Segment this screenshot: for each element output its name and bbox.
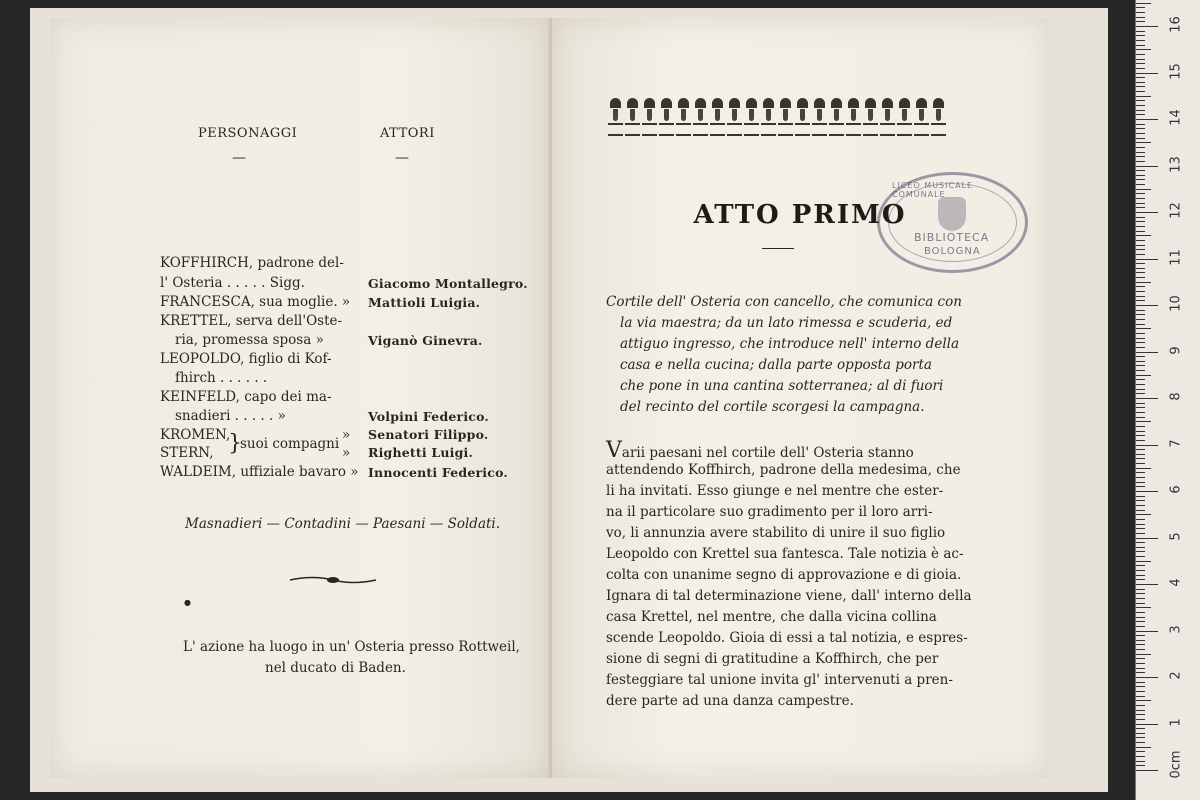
ruler-tick [1136,570,1145,571]
ruler-tick [1136,226,1145,227]
ruler-tick [1136,356,1145,357]
ruler-tick [1136,82,1145,83]
ruler-tick [1136,59,1145,60]
flourish-ornament [288,573,378,587]
ruler-tick [1136,203,1145,204]
setting-line-2: nel ducato di Baden. [265,660,406,676]
ruler-tick [1136,612,1145,613]
printers-dot: ● [184,598,191,607]
ruler-tick [1136,751,1145,752]
ruler-tick [1136,189,1151,190]
scene-line-4: casa e nella cucina; dalla parte opposta porta [620,357,932,373]
ruler-tick [1136,542,1145,543]
ornament-cell [709,98,726,134]
ruler-tick [1136,682,1145,683]
actor-senatori: Senatori Filippo. [368,427,489,442]
ruler-number: 16 [1168,16,1184,33]
ruler-number: 1 [1168,717,1184,727]
ruler-tick [1136,547,1145,548]
body-line-5: vo, li annunzia avere stabilito di unire il suo figlio [606,525,946,541]
ruler-tick [1136,393,1145,394]
scene-line-2: la via maestra; da un lato rimessa e scuderia, ed [620,315,953,331]
body-line-13: dere parte ad una danza campestre. [606,693,854,709]
ruler-tick [1136,463,1145,464]
cast-line-9: snadieri . . . . . » [175,408,286,424]
body-line-6: Leopoldo con Krettel sua fantesca. Tale notizia è ac- [606,546,964,562]
ruler-tick [1136,73,1158,74]
ruler-tick [1136,407,1145,408]
ruler-tick [1136,551,1145,552]
ruler-tick [1136,114,1145,115]
ruler-tick [1136,161,1145,162]
body-line-1: Varii paesani nel cortile dell' Osteria stanno [606,438,914,463]
ruler-tick [1136,524,1145,525]
ruler-tick [1136,296,1145,297]
ruler-tick [1136,31,1145,32]
ruler-number: 5 [1168,531,1184,541]
ruler-tick [1136,338,1145,339]
ruler-tick [1136,156,1145,157]
body-line-4: na il particolare suo gradimento per il loro arri- [606,504,933,520]
ruler-tick [1136,737,1145,738]
ruler-tick [1136,719,1145,720]
scene-line-3: attiguo ingresso, che introduce nell' interno della [620,336,959,352]
ruler-tick [1136,152,1145,153]
scene-line-6: del recinto del cortile scorgesi la campagna. [620,399,925,415]
cast-line-5: ria, promessa sposa » [175,332,324,348]
ruler-tick [1136,565,1145,566]
raquo-kromen: » [342,427,351,443]
ruler-tick [1136,314,1145,315]
ornament-cell [726,98,743,134]
ruler-tick [1136,491,1158,492]
ruler-tick [1136,398,1158,399]
ornament-cell [624,98,641,134]
ruler-tick [1136,500,1145,501]
ruler-tick [1136,128,1145,129]
ruler-tick [1136,245,1145,246]
ruler-tick [1136,142,1151,143]
ruler-tick [1136,663,1145,664]
ruler-tick [1136,179,1145,180]
actor-mattioli: Mattioli Luigia. [368,295,481,310]
ruler-tick [1136,468,1151,469]
ruler-tick [1136,486,1145,487]
ruler-tick [1136,761,1145,762]
dash-attori: — [395,150,409,166]
ruler-tick [1136,138,1145,139]
ruler-tick [1136,184,1145,185]
act-title: ATTO PRIMO [693,200,907,230]
ruler-tick [1136,21,1145,22]
ruler-tick [1136,347,1145,348]
ruler-tick [1136,221,1145,222]
ruler-tick [1136,589,1145,590]
ruler-tick [1136,445,1158,446]
brace: } [228,431,242,456]
ruler-tick [1136,328,1151,329]
ruler-tick [1136,412,1145,413]
ruler-tick [1136,40,1145,41]
ruler-number: 0cm [1168,750,1184,779]
ornament-cell [675,98,692,134]
ruler-tick [1136,658,1145,659]
col-header-personaggi: PERSONAGGI [198,126,298,141]
ruler-number: 10 [1168,295,1184,312]
ruler-tick [1136,305,1158,306]
ruler-tick [1136,677,1158,678]
ruler-tick [1136,654,1151,655]
ornament-cell [641,98,658,134]
ruler-tick [1136,696,1145,697]
col-header-attori: ATTORI [380,126,435,141]
cast-line-7: fhirch . . . . . . [175,370,268,386]
ruler-tick [1136,240,1145,241]
cast-line-stern: STERN, [160,445,214,461]
ruler-tick [1136,403,1145,404]
ruler-tick [1136,324,1145,325]
ruler-tick [1136,7,1145,8]
ruler-tick [1136,35,1145,36]
ruler-tick [1136,12,1145,13]
open-booklet [50,18,1050,778]
ruler-tick [1136,170,1145,171]
ruler-tick [1136,691,1145,692]
ruler-number: 11 [1168,248,1184,266]
ornament-cell [930,98,947,134]
ruler-tick [1136,342,1145,343]
body-line-2: attendendo Koffhirch, padrone della medesima, che [606,462,961,478]
actor-volpini: Volpini Federico. [368,409,489,424]
ruler-tick [1136,431,1145,432]
ruler-tick [1136,733,1145,734]
body-line-3: li ha invitati. Esso giunge e nel mentre che ester- [606,483,944,499]
cast-line-2: l' Osteria . . . . . Sigg. [160,275,305,291]
ornament-cell [692,98,709,134]
ruler-tick [1136,86,1145,87]
ruler-tick [1136,384,1145,385]
ruler-number: 6 [1168,485,1184,494]
ruler-tick [1136,68,1145,69]
ornament-cell [658,98,675,134]
ruler-tick [1136,579,1145,580]
actor-innocenti: Innocenti Federico. [368,465,508,480]
cast-line-4: KRETTEL, serva dell'Oste- [160,313,343,329]
ornament-cell [862,98,879,134]
ruler-tick [1136,533,1145,534]
ruler-tick [1136,319,1145,320]
title-rule [762,248,794,249]
ruler-tick [1136,556,1145,557]
ruler-tick [1136,91,1145,92]
body-line-10: scende Leopoldo. Gioia di essi a tal notizia, e espres- [606,630,968,646]
ruler-tick [1136,63,1145,64]
ruler-tick [1136,575,1145,576]
ruler-tick [1136,268,1145,269]
ruler-tick [1136,700,1151,701]
ruler-tick [1136,607,1151,608]
ruler-tick [1136,458,1145,459]
ruler-tick [1136,119,1158,120]
ruler-tick [1136,259,1158,260]
ruler-number: 12 [1168,202,1184,219]
ruler-tick [1136,26,1158,27]
ruler-tick [1136,105,1145,106]
ornament-cell [794,98,811,134]
ruler-tick [1136,477,1145,478]
ruler-tick [1136,705,1145,706]
ruler-tick [1136,17,1145,18]
ruler-tick [1136,449,1145,450]
ruler-tick [1136,124,1145,125]
cast-line-8: KEINFELD, capo dei ma- [160,389,332,405]
ornament-cell [896,98,913,134]
ruler-tick [1136,482,1145,483]
ruler-tick [1136,333,1145,334]
ruler-tick [1136,561,1151,562]
body-line-8: Ignara di tal determinazione viene, dall' interno della [606,588,972,604]
body-line-7: colta con unanime segno di approvazione e di gioia. [606,567,962,583]
body-line-12: festeggiare tal unione invita gl' intervenuti a pren- [606,672,953,688]
ruler-tick [1136,365,1145,366]
ruler-tick [1136,277,1145,278]
ruler-tick [1136,505,1145,506]
ruler-tick [1136,440,1145,441]
ruler-tick [1136,198,1145,199]
ruler-tick [1136,603,1145,604]
ruler-tick [1136,217,1145,218]
ruler-tick [1136,110,1145,111]
ruler-tick [1136,649,1145,650]
setting-line-1: L' azione ha luogo in un' Osteria presso Rottweil, [183,639,520,655]
ruler-tick [1136,765,1145,766]
ruler-number: 8 [1168,392,1184,401]
ornament-cell [845,98,862,134]
ruler-tick [1136,756,1145,757]
ruler-tick [1136,417,1145,418]
ruler-tick [1136,710,1145,711]
ruler-tick [1136,496,1145,497]
cast-line-3: FRANCESCA, sua moglie. » [160,294,351,310]
ruler-tick [1136,3,1151,4]
body-line-11: sione di segni di gratitudine a Koffhirch, che per [606,651,939,667]
header-ornament-band [607,98,947,134]
ornament-cell [607,98,624,134]
ruler-tick [1136,45,1145,46]
ruler-tick [1136,100,1145,101]
ornament-cell [879,98,896,134]
ruler-tick [1136,207,1145,208]
ruler-number: 3 [1168,624,1184,634]
ruler-tick [1136,672,1145,673]
ruler-tick [1136,631,1158,632]
ruler-number: 9 [1168,345,1184,355]
stamp-mid-text: BIBLIOTECA [914,231,990,244]
ruler-tick [1136,263,1145,264]
ruler-tick [1136,528,1145,529]
ruler-tick [1136,272,1145,273]
left-page [50,18,550,778]
ruler-tick [1136,212,1158,213]
ruler-tick [1136,286,1145,287]
ruler-tick [1136,426,1145,427]
ruler-tick [1136,49,1151,50]
actor-montallegro: Giacomo Montallegro. [368,276,528,291]
ruler-tick [1136,472,1145,473]
ruler-tick [1136,375,1151,376]
ruler-tick [1136,635,1145,636]
ruler-tick [1136,593,1145,594]
actor-righetti: Righetti Luigi. [368,445,474,460]
ornament-cell [828,98,845,134]
ruler-tick [1136,617,1145,618]
ruler-tick [1136,379,1145,380]
ornament-cell [760,98,777,134]
ruler-tick [1136,714,1145,715]
ruler-tick [1136,435,1145,436]
ruler-tick [1136,352,1158,353]
cast-line-waldeim: WALDEIM, uffiziale bavaro » [160,464,359,480]
ruler-tick [1136,686,1145,687]
ruler-tick [1136,640,1145,641]
dash-personaggi: — [232,150,246,166]
ruler-tick [1136,724,1158,725]
cast-line-1: KOFFHIRCH, padrone del- [160,255,344,271]
ornament-cell [743,98,760,134]
ruler-tick [1136,361,1145,362]
ruler-number: 15 [1168,62,1184,80]
right-page [552,18,1048,778]
ruler-tick [1136,644,1145,645]
ruler-tick [1136,175,1145,176]
ruler-number: 7 [1168,438,1184,448]
stamp-bottom-text: BOLOGNA [924,246,981,257]
ruler-tick [1136,310,1145,311]
raquo-stern: » [342,445,351,461]
measuring-ruler [1135,0,1200,800]
ruler-tick [1136,454,1145,455]
ornament-cell [913,98,930,134]
ruler-tick [1136,166,1158,167]
ruler-tick [1136,231,1145,232]
ruler-tick [1136,598,1145,599]
ensemble-line: Masnadieri — Contadini — Paesani — Soldati. [185,516,501,532]
ruler-tick [1136,742,1145,743]
ruler-tick [1136,728,1145,729]
ruler-tick [1136,291,1145,292]
ruler-tick [1136,282,1151,283]
actor-vigano: Viganò Ginevra. [368,333,483,348]
ruler-tick [1136,770,1158,771]
ornament-cell [811,98,828,134]
ruler-tick [1136,519,1145,520]
ruler-number: 14 [1168,109,1184,126]
scene-line-1: Cortile dell' Osteria con cancello, che comunica con [606,294,962,310]
ruler-tick [1136,370,1145,371]
ruler-tick [1136,538,1158,539]
ruler-tick [1136,133,1145,134]
ruler-tick [1136,249,1145,250]
ruler-tick [1136,77,1145,78]
companions-label: suoi compagni [240,436,340,452]
ruler-tick [1136,584,1158,585]
ruler-tick [1136,621,1145,622]
ruler-tick [1136,421,1151,422]
cast-line-6: LEOPOLDO, figlio di Kof- [160,351,332,367]
ruler-tick [1136,147,1145,148]
body-line-9: casa Krettel, nel mentre, che dalla vicina collina [606,609,937,625]
ruler-tick [1136,668,1145,669]
ruler-tick [1136,514,1151,515]
ruler-tick [1136,254,1145,255]
cast-line-kromen: KROMEN, [160,427,231,443]
ruler-tick [1136,96,1151,97]
ruler-tick [1136,510,1145,511]
ruler-tick [1136,747,1151,748]
ruler-tick [1136,389,1145,390]
scene-line-5: che pone in una cantina sotterranea; al di fuori [620,378,944,394]
ornament-cell [777,98,794,134]
stamp-top-text: LICEO MUSICALE COMUNALE [892,181,974,199]
ruler-tick [1136,193,1145,194]
ruler-number: 13 [1168,155,1184,173]
ruler-tick [1136,300,1145,301]
ruler-tick [1136,235,1151,236]
drop-cap: V [606,438,622,463]
ruler-number: 2 [1168,671,1184,680]
ruler-tick [1136,626,1145,627]
ruler-number: 4 [1168,578,1184,587]
ruler-tick [1136,54,1145,55]
